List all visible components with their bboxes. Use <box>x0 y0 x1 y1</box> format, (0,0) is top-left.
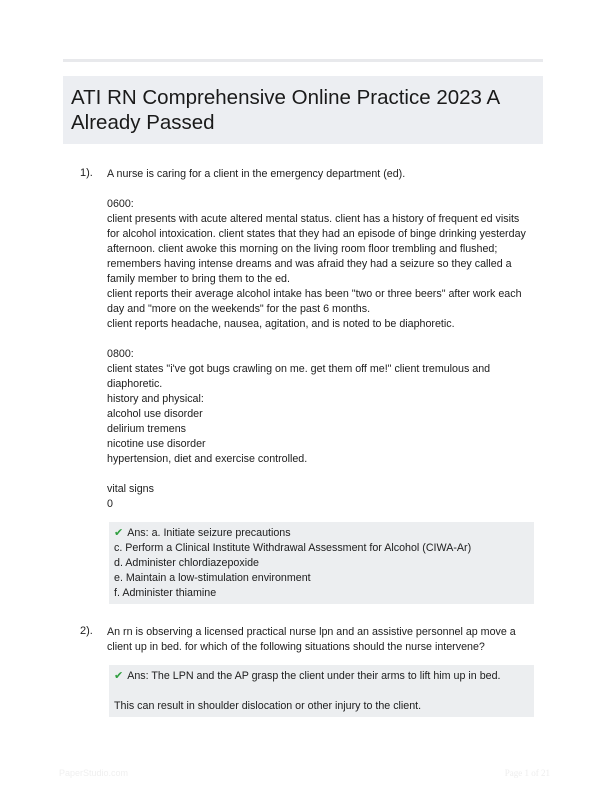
page-title: ATI RN Comprehensive Online Practice 2023 A Already Passed <box>71 86 500 134</box>
question-line: 0600: <box>107 198 134 210</box>
footer-watermark: PaperStudio.com <box>59 768 129 778</box>
answer-spacer <box>114 684 529 699</box>
blank-line <box>107 182 539 197</box>
question-line: hypertension, diet and exercise controlled. <box>107 453 308 465</box>
answer-option: d. Administer chlordiazepoxide <box>114 557 259 569</box>
question-line: family member to bring them to the ed. <box>107 273 290 285</box>
question-line: delirium tremens <box>107 423 186 435</box>
question-line: day and "more on the weekends" for the past 6 months. <box>107 303 371 315</box>
question-line: client presents with acute altered mental status. client has a history of frequent ed visits <box>107 213 520 225</box>
question-line: afternoon. client awoke this morning on the living room floor trembling and flushed; <box>107 243 498 255</box>
answer-option: c. Perform a Clinical Institute Withdrawal Assessment for Alcohol (CIWA-Ar) <box>114 542 472 554</box>
question-line: history and physical: <box>107 393 204 405</box>
question-line: for alcohol intoxication. client states that they had an episode of binge drinking yesterday <box>107 228 526 240</box>
question-number: 1). <box>80 167 93 179</box>
blank-line <box>107 467 539 482</box>
answer-explanation: This can result in shoulder dislocation or other injury to the client. <box>114 700 422 712</box>
question-line: nicotine use disorder <box>107 438 206 450</box>
question-line: remembers having intense dreams and was afraid they had a seizure so they called a <box>107 258 512 270</box>
question-line: client reports their average alcohol intake has been "two or three beers" after work each <box>107 288 522 300</box>
top-divider <box>63 59 543 62</box>
page-indicator: Page 1 of 21 <box>504 768 550 778</box>
question-line: diaphoretic. <box>107 378 163 390</box>
question-line: 0 <box>107 498 113 510</box>
question-line: alcohol use disorder <box>107 408 203 420</box>
question-line: A nurse is caring for a client in the emergency department (ed). <box>107 168 406 180</box>
answer-first-line <box>114 525 529 541</box>
answer-box-1 <box>109 522 534 604</box>
blank-line <box>107 332 539 347</box>
answer-box-2 <box>109 665 534 717</box>
answer-option: f. Administer thiamine <box>114 587 217 599</box>
question-line: vital signs <box>107 483 154 495</box>
check-icon: ✔ <box>114 526 124 539</box>
question-line: An rn is observing a licensed practical nurse lpn and an assistive personnel ap move a <box>107 626 516 638</box>
title-banner <box>63 76 543 144</box>
question-line: client reports headache, nausea, agitation, and is noted to be diaphoretic. <box>107 318 455 330</box>
question-2-body <box>107 625 539 655</box>
question-line: client states "i've got bugs crawling on me. get them off me!" client tremulous and <box>107 363 491 375</box>
question-number: 2). <box>80 625 93 637</box>
answer-text: Ans: The LPN and the AP grasp the client under their arms to lift him up in bed. <box>127 670 501 682</box>
answer-option: e. Maintain a low-stimulation environment <box>114 572 311 584</box>
answer-text: Ans: a. Initiate seizure precautions <box>127 527 291 539</box>
question-1-body <box>107 167 539 512</box>
question-line: client up in bed. for which of the following situations should the nurse intervene? <box>107 641 485 653</box>
question-line: 0800: <box>107 348 134 360</box>
answer-first-line <box>114 668 529 684</box>
check-icon: ✔ <box>114 669 124 682</box>
